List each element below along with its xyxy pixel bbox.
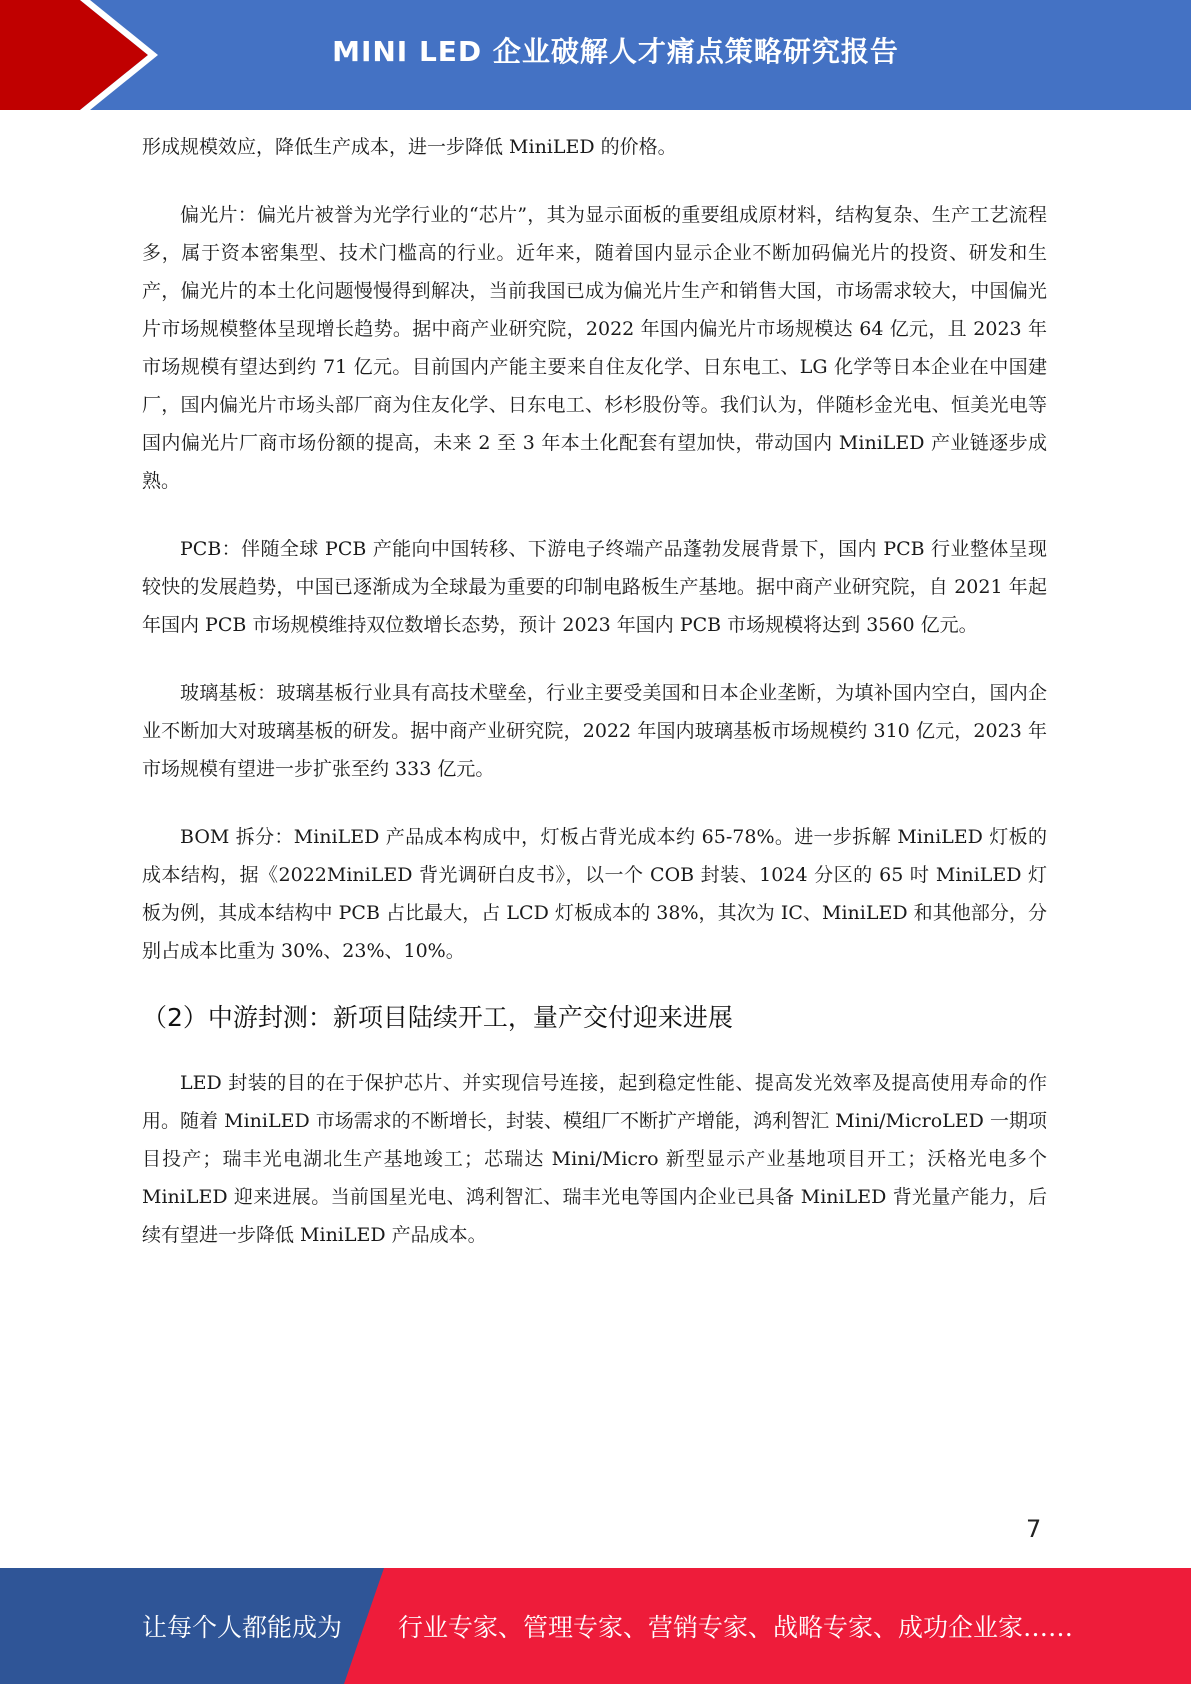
footer-slogan-right: 行业专家、管理专家、营销专家、战略专家、成功企业家…… — [398, 1613, 1074, 1642]
paragraph-packaging: LED 封装的目的在于保护芯片、并实现信号连接，起到稳定性能、提高发光效率及提高使用寿命的作用。随着 MiniLED 市场需求的不断增长，封装、模组厂不断扩产增能，鸿利智汇 Mini/MicroLED 一期项目投产；瑞丰光电湖北生产基地竣工；芯瑞达 Mini/Micro 新型显示产业基地项目开工；沃格光电多个 MiniLED 迎来进展。当前国星光电、鸿利智汇、瑞丰光电等国内企业已具备 MiniLED 背光量产能力，后续有望进一步降低 MiniLED 产品成本。 — [142, 1072, 1047, 1246]
paragraph-continuation: 形成规模效应，降低生产成本，进一步降低 MiniLED 的价格。 — [142, 136, 677, 158]
page-footer — [0, 1568, 1191, 1684]
page-content — [142, 128, 1047, 1284]
red-chevron-icon — [0, 0, 160, 110]
chevron-red-shape — [0, 0, 148, 110]
section-heading: （2）中游封测：新项目陆续开工，量产交付迎来进展 — [142, 1003, 733, 1032]
paragraph-pcb: PCB：伴随全球 PCB 产能向中国转移、下游电子终端产品蓬勃发展背景下，国内 PCB 行业整体呈现较快的发展趋势，中国已逐渐成为全球最为重要的印制电路板生产基地。据中商产业研究院，自 2021 年起年国内 PCB 市场规模维持双位数增长态势，预计 2023 年国内 PCB 市场规模将达到 3560 亿元。 — [142, 538, 1047, 636]
paragraph-bom: BOM 拆分：MiniLED 产品成本构成中，灯板占背光成本约 65-78%。进一步拆解 MiniLED 灯板的成本结构，据《2022MiniLED 背光调研白皮书》，以一个 COB 封装、1024 分区的 65 吋 MiniLED 灯板为例，其成本结构中 PCB 占比最大，占 LCD 灯板成本的 38%，其次为 IC、MiniLED 和其他部分，分别占成本比重为 30%、23%、10%。 — [142, 826, 1047, 962]
paragraph-polarizer: 偏光片：偏光片被誉为光学行业的“芯片”，其为显示面板的重要组成原材料，结构复杂、生产工艺流程多，属于资本密集型、技术门槛高的行业。近年来，随着国内显示企业不断加码偏光片的投资、研发和生产，偏光片的本土化问题慢慢得到解决，当前我国已成为偏光片生产和销售大国，市场需求较大，中国偏光片市场规模整体呈现增长趋势。据中商产业研究院，2022 年国内偏光片市场规模达 64 亿元，且 2023 年市场规模有望达到约 71 亿元。目前国内产能主要来自住友化学、日东电工、LG 化学等日本企业在中国建厂，国内偏光片市场头部厂商为住友化学、日东电工、杉杉股份等。我们认为，伴随杉金光电、恒美光电等国内偏光片厂商市场份额的提高，未来 2 至 3 年本土化配套有望加快，带动国内 MiniLED 产业链逐步成熟。 — [142, 204, 1047, 492]
page-number: 7 — [1026, 1515, 1042, 1543]
report-title: MINI LED 企业破解人才痛点策略研究报告 — [332, 35, 899, 68]
footer-slogan-left: 让每个人都能成为 — [142, 1613, 343, 1642]
page-header — [0, 0, 1191, 110]
paragraph-glass-substrate: 玻璃基板：玻璃基板行业具有高技术壁垒，行业主要受美国和日本企业垄断，为填补国内空白，国内企业不断加大对玻璃基板的研发。据中商产业研究院，2022 年国内玻璃基板市场规模约 310 亿元，2023 年市场规模有望进一步扩张至约 333 亿元。 — [142, 682, 1047, 780]
